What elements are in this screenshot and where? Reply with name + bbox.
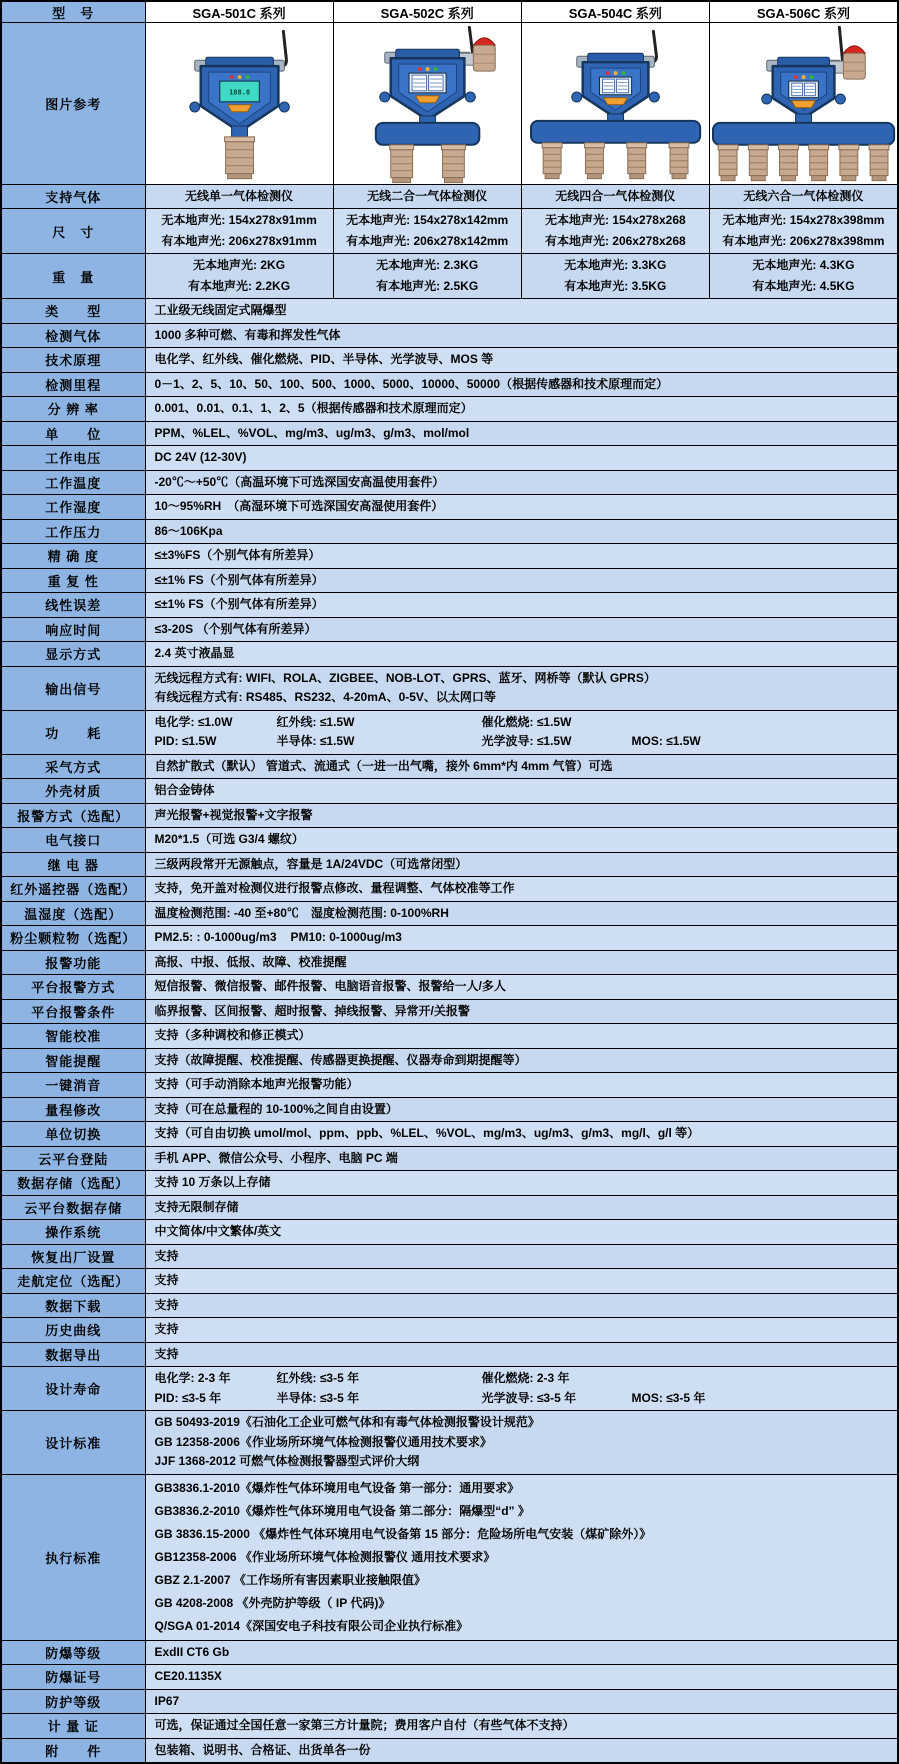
value-line: 临界报警、区间报警、超时报警、掉线报警、异常开/关报警 bbox=[154, 1003, 470, 1018]
row-value bbox=[146, 667, 898, 710]
row-value bbox=[146, 1665, 898, 1689]
model-value-cell bbox=[522, 185, 710, 208]
row-label: 报警功能 bbox=[2, 951, 146, 975]
value-line: 无线四合一气体检测仪 bbox=[555, 189, 676, 203]
value-line: Q/SGA 01-2014《深国安电子科技有限公司企业执行标准》 bbox=[154, 1618, 469, 1633]
value-line: 有本地声光: 206x278x142mm bbox=[346, 234, 509, 248]
row-label: 显示方式 bbox=[2, 642, 146, 666]
row-value bbox=[146, 1367, 898, 1410]
table-row bbox=[2, 324, 897, 349]
row-value bbox=[146, 1171, 898, 1195]
value-line: 无本地声光: 4.3KG bbox=[752, 258, 855, 272]
value-line: 有本地声光: 4.5KG bbox=[752, 279, 855, 293]
row-label: 温湿度（选配） bbox=[2, 902, 146, 926]
row-value bbox=[146, 397, 898, 421]
row-value bbox=[146, 1245, 898, 1269]
row-label: 粉尘颗粒物（选配） bbox=[2, 926, 146, 950]
row-label: 恢复出厂设置 bbox=[2, 1245, 146, 1269]
device-image-cell bbox=[522, 23, 710, 184]
value-segment: 电化学: ≤1.0W bbox=[154, 714, 233, 729]
table-row bbox=[2, 1147, 897, 1172]
value-line: DC 24V (12-30V) bbox=[154, 450, 247, 464]
value-line: 支持 10 万条以上存储 bbox=[154, 1175, 271, 1189]
value-line: 无线二合一气体检测仪 bbox=[367, 189, 488, 203]
row-label: 功 耗 bbox=[2, 711, 146, 754]
table-row bbox=[2, 926, 897, 951]
row-label: 防爆等级 bbox=[2, 1641, 146, 1665]
row-value bbox=[146, 642, 898, 666]
table-row bbox=[2, 1343, 897, 1368]
device-image-cells bbox=[146, 23, 898, 184]
value-line: ≤3-20S （个别气体有所差异） bbox=[154, 621, 317, 636]
row-value bbox=[146, 853, 898, 877]
row-value bbox=[146, 446, 898, 470]
table-row bbox=[2, 877, 897, 902]
row-value bbox=[146, 1024, 898, 1048]
value-line: 短信报警、微信报警、邮件报警、电脑语音报警、报警给一人/多人 bbox=[154, 979, 506, 993]
value-line: 声光报警+视觉报警+文字报警 bbox=[154, 807, 313, 822]
table-row bbox=[2, 185, 897, 209]
row-value bbox=[146, 544, 898, 568]
model-header-cells bbox=[146, 2, 898, 22]
value-segment: PID: ≤1.5W bbox=[154, 734, 217, 748]
table-row bbox=[2, 804, 897, 829]
table-row bbox=[2, 1171, 897, 1196]
row-value bbox=[146, 1475, 898, 1640]
value-line: 支持（多种调校和修正模式） bbox=[154, 1028, 311, 1042]
row-label: 云平台数据存储 bbox=[2, 1196, 146, 1220]
table-row bbox=[2, 975, 897, 1000]
table-row bbox=[2, 951, 897, 976]
value-segment: MOS: ≤3-5 年 bbox=[631, 1390, 706, 1405]
row-value bbox=[146, 755, 898, 779]
value-line: 无线六合一气体检测仪 bbox=[743, 189, 864, 203]
model-value-cell bbox=[334, 254, 522, 298]
value-line: 支持 bbox=[154, 1248, 179, 1263]
table-row bbox=[2, 1475, 897, 1641]
table-row bbox=[2, 1024, 897, 1049]
value-line: 自然扩散式（默认） 管道式、流通式（一进一出气嘴，接外 6mm*内 4mm 气管）可选 bbox=[154, 758, 613, 773]
value-line: 有本地声光: 2.5KG bbox=[376, 279, 479, 293]
model-name-3: SGA-504C 系列 bbox=[522, 2, 710, 22]
model-value-cell bbox=[334, 185, 522, 208]
row-value bbox=[146, 1049, 898, 1073]
model-value-cell bbox=[146, 209, 334, 253]
row-label: 平台报警条件 bbox=[2, 1000, 146, 1024]
model-value-cell bbox=[146, 254, 334, 298]
value-line: 无本地声光: 154x278x398mm bbox=[722, 213, 885, 227]
row-label: 重 复 性 bbox=[2, 569, 146, 593]
table-row bbox=[2, 1318, 897, 1343]
value-line: JJF 1368-2012 可燃气体检测报警器型式评价大纲 bbox=[154, 1454, 420, 1468]
row-label: 数据下载 bbox=[2, 1294, 146, 1318]
row-value bbox=[146, 373, 898, 397]
row-label: 报警方式（选配） bbox=[2, 804, 146, 828]
table-row bbox=[2, 422, 897, 447]
device-image-cell bbox=[146, 23, 334, 184]
row-label: 一键消音 bbox=[2, 1073, 146, 1097]
row-value bbox=[146, 618, 898, 642]
value-line: 86～106Kpa bbox=[154, 523, 223, 538]
row-label: 电气接口 bbox=[2, 828, 146, 852]
table-row bbox=[2, 209, 897, 254]
value-segment: 光学波导: ≤1.5W bbox=[481, 734, 572, 748]
row-value bbox=[146, 1411, 898, 1474]
row-label: 单 位 bbox=[2, 422, 146, 446]
value-line: 0.001、0.01、0.1、1、2、5（根据传感器和技术原理而定） bbox=[154, 401, 473, 415]
row-label: 图片参考 bbox=[2, 23, 146, 184]
value-line: CE20.1135X bbox=[154, 1669, 222, 1683]
table-row bbox=[2, 1073, 897, 1098]
image-reference-row bbox=[2, 23, 897, 185]
row-label: 响应时间 bbox=[2, 618, 146, 642]
row-label: 工作湿度 bbox=[2, 495, 146, 519]
value-segment: 半导体: ≤3-5 年 bbox=[276, 1390, 360, 1405]
row-label: 云平台登陆 bbox=[2, 1147, 146, 1171]
row-label: 走航定位（选配） bbox=[2, 1269, 146, 1293]
value-segment: MOS: ≤1.5W bbox=[631, 734, 701, 748]
table-row bbox=[2, 1049, 897, 1074]
value-line: 有本地声光: 206x278x91mm bbox=[161, 234, 317, 248]
table-row bbox=[2, 495, 897, 520]
row-value bbox=[146, 471, 898, 495]
value-line: 支持 bbox=[154, 1346, 179, 1361]
value-line: 支持，免开盖对检测仪进行报警点修改、量程调整、气体校准等工作 bbox=[154, 881, 515, 895]
device-image-cell bbox=[334, 23, 522, 184]
value-line: 支持（可自由切换 umol/mol、ppm、ppb、%LEL、%VOL、mg/m3、ug/m3、g/m3、mg/l、g/l 等） bbox=[154, 1126, 700, 1140]
row-label: 执行标准 bbox=[2, 1475, 146, 1640]
row-value bbox=[146, 711, 898, 754]
wireless-2in1-gas-detector-icon bbox=[334, 23, 521, 184]
row-cells bbox=[146, 185, 898, 208]
row-value bbox=[146, 1000, 898, 1024]
model-header-label: 型 号 bbox=[2, 2, 146, 22]
row-value bbox=[146, 1073, 898, 1097]
model-name-1: SGA-501C 系列 bbox=[146, 2, 334, 22]
value-line: 有本地声光: 206x278x398mm bbox=[722, 234, 885, 248]
row-value bbox=[146, 975, 898, 999]
value-line: PPM、%LEL、%VOL、mg/m3、ug/m3、g/m3、mol/mol bbox=[154, 425, 470, 440]
value-line bbox=[155, 713, 892, 733]
row-value bbox=[146, 1641, 898, 1665]
row-label: 单位切换 bbox=[2, 1122, 146, 1146]
model-header-row bbox=[2, 2, 897, 23]
row-value bbox=[146, 520, 898, 544]
value-line: 有本地声光: 206x278x268 bbox=[544, 234, 686, 248]
row-value bbox=[146, 1220, 898, 1244]
value-line: 无本地声光: 154x278x268 bbox=[544, 213, 686, 227]
wireless-4in1-gas-detector-icon bbox=[522, 23, 709, 184]
table-row bbox=[2, 1367, 897, 1411]
value-line: 有本地声光: 2.2KG bbox=[188, 279, 291, 293]
table-row bbox=[2, 779, 897, 804]
value-line bbox=[155, 1389, 892, 1409]
svg-text:188.8: 188.8 bbox=[228, 88, 250, 97]
value-segment: 红外线: ≤1.5W bbox=[276, 714, 355, 729]
wireless-6in1-gas-detector-icon bbox=[710, 23, 897, 184]
row-label: 智能校准 bbox=[2, 1024, 146, 1048]
value-line: 高报、中报、低报、故障、校准提醒 bbox=[154, 954, 347, 969]
row-value bbox=[146, 804, 898, 828]
value-line: GB 4208-2008 《外壳防护等级（ IP 代码)》 bbox=[154, 1595, 391, 1610]
row-label: 工作温度 bbox=[2, 471, 146, 495]
row-label: 计 量 证 bbox=[2, 1714, 146, 1738]
row-value bbox=[146, 348, 898, 372]
row-value bbox=[146, 569, 898, 593]
row-label: 设计寿命 bbox=[2, 1367, 146, 1410]
row-value bbox=[146, 1196, 898, 1220]
value-line: 有线远程方式有: RS485、RS232、4-20mA、0-5V、以太网口等 bbox=[154, 690, 496, 704]
model-name-2: SGA-502C 系列 bbox=[334, 2, 522, 22]
model-value-cell bbox=[334, 209, 522, 253]
row-value bbox=[146, 1690, 898, 1714]
table-row bbox=[2, 471, 897, 496]
value-segment: PID: ≤3-5 年 bbox=[154, 1390, 222, 1405]
row-label: 检测气体 bbox=[2, 324, 146, 348]
value-line: 支持 bbox=[154, 1297, 179, 1312]
value-segment: 催化燃烧: ≤1.5W bbox=[481, 714, 572, 729]
table-row bbox=[2, 373, 897, 398]
model-value-cell bbox=[522, 254, 710, 298]
row-label: 平台报警方式 bbox=[2, 975, 146, 999]
value-line: -20℃～+50℃（高温环境下可选深国安高温使用套件） bbox=[154, 474, 445, 489]
row-label: 重 量 bbox=[2, 254, 146, 298]
value-line: 无线单一气体检测仪 bbox=[185, 189, 294, 203]
table-row bbox=[2, 618, 897, 643]
table-row bbox=[2, 1245, 897, 1270]
row-label: 尺 寸 bbox=[2, 209, 146, 253]
row-label: 输出信号 bbox=[2, 667, 146, 710]
value-line: 无本地声光: 2KG bbox=[193, 258, 286, 272]
table-row bbox=[2, 1000, 897, 1025]
value-line: GBZ 2.1-2007 《工作场所有害因素职业接触限值》 bbox=[154, 1572, 426, 1587]
table-row bbox=[2, 755, 897, 780]
value-line bbox=[155, 1369, 892, 1389]
row-value bbox=[146, 951, 898, 975]
row-value bbox=[146, 299, 898, 323]
value-line: 支持 bbox=[154, 1273, 179, 1287]
value-line: 电化学、红外线、催化燃烧、PID、半导体、光学波导、MOS 等 bbox=[154, 352, 494, 366]
row-value bbox=[146, 1714, 898, 1738]
row-value bbox=[146, 902, 898, 926]
table-row bbox=[2, 828, 897, 853]
table-row bbox=[2, 1665, 897, 1690]
row-label: 采气方式 bbox=[2, 755, 146, 779]
row-value bbox=[146, 1739, 898, 1763]
value-line: IP67 bbox=[154, 1693, 180, 1708]
value-segment: 半导体: ≤1.5W bbox=[276, 734, 355, 748]
table-row bbox=[2, 1739, 897, 1763]
value-segment: 催化燃烧: 2-3 年 bbox=[481, 1371, 570, 1385]
model-value-cell bbox=[710, 185, 897, 208]
value-line: 无本地声光: 3.3KG bbox=[564, 258, 667, 272]
row-value bbox=[146, 593, 898, 617]
row-label: 检测里程 bbox=[2, 373, 146, 397]
table-row bbox=[2, 1098, 897, 1123]
row-label: 数据导出 bbox=[2, 1343, 146, 1367]
row-label: 防爆证号 bbox=[2, 1665, 146, 1689]
table-row bbox=[2, 1122, 897, 1147]
row-label: 操作系统 bbox=[2, 1220, 146, 1244]
row-label: 支持气体 bbox=[2, 185, 146, 208]
value-line: 工业级无线固定式隔爆型 bbox=[154, 303, 287, 317]
model-value-cell bbox=[710, 209, 897, 253]
value-line: 支持无限制存储 bbox=[154, 1199, 239, 1214]
row-label: 工作压力 bbox=[2, 520, 146, 544]
row-label: 精 确 度 bbox=[2, 544, 146, 568]
value-segment: 红外线: ≤3-5 年 bbox=[276, 1371, 360, 1385]
table-row bbox=[2, 544, 897, 569]
table-row bbox=[2, 853, 897, 878]
value-line: GB 50493-2019《石油化工企业可燃气体和有毒气体检测报警设计规范》 bbox=[154, 1415, 540, 1429]
table-row bbox=[2, 1641, 897, 1666]
value-line: 无本地声光: 154x278x91mm bbox=[161, 213, 317, 227]
value-line: 无线远程方式有: WIFI、ROLA、ZIGBEE、NOB-LOT、GPRS、蓝牙、网桥等（默认 GPRS） bbox=[154, 670, 656, 685]
table-row bbox=[2, 520, 897, 545]
value-line: ≤±1% FS（个别气体有所差异） bbox=[154, 597, 324, 611]
value-line: 中文简体/中文繁体/英文 bbox=[154, 1224, 282, 1238]
value-line: 支持（可在总量程的 10-100%之间自由设置） bbox=[154, 1101, 398, 1116]
table-row bbox=[2, 1714, 897, 1739]
value-segment: PM10: 0-1000ug/m3 bbox=[290, 930, 402, 944]
row-value bbox=[146, 1343, 898, 1367]
value-line: 温度检测范围: -40 至+80℃ 湿度检测范围: 0-100%RH bbox=[154, 905, 449, 920]
value-line: 1000 多种可燃、有毒和挥发性气体 bbox=[154, 327, 341, 342]
value-line: 支持（可手动消除本地声光报警功能） bbox=[154, 1077, 359, 1091]
row-value bbox=[146, 877, 898, 901]
row-label: 防护等级 bbox=[2, 1690, 146, 1714]
model-value-cell bbox=[146, 185, 334, 208]
value-line: 10～95%RH （高湿环境下可选深国安高湿使用套件） bbox=[154, 499, 444, 513]
table-row bbox=[2, 569, 897, 594]
row-cells bbox=[146, 254, 898, 298]
value-line: 可选，保证通过全国任意一家第三方计量院；费用客户自付（有些气体不支持） bbox=[154, 1718, 575, 1732]
row-label: 智能提醒 bbox=[2, 1049, 146, 1073]
wireless-single-gas-detector-icon bbox=[146, 23, 333, 184]
table-row bbox=[2, 348, 897, 373]
table-row bbox=[2, 711, 897, 755]
row-label: 线性误差 bbox=[2, 593, 146, 617]
value-segment: PM2.5: : 0-1000ug/m3 bbox=[154, 930, 277, 944]
row-value bbox=[146, 422, 898, 446]
row-value bbox=[146, 1269, 898, 1293]
row-label: 工作电压 bbox=[2, 446, 146, 470]
row-cells bbox=[146, 209, 898, 253]
row-value bbox=[146, 828, 898, 852]
value-line bbox=[155, 732, 892, 752]
value-line bbox=[155, 928, 892, 948]
table-row bbox=[2, 1294, 897, 1319]
value-line: ≤±1% FS（个别气体有所差异） bbox=[154, 572, 324, 587]
value-segment: 光学波导: ≤3-5 年 bbox=[481, 1390, 577, 1405]
row-value bbox=[146, 1294, 898, 1318]
row-label: 量程修改 bbox=[2, 1098, 146, 1122]
row-label: 红外遥控器（选配） bbox=[2, 877, 146, 901]
table-row bbox=[2, 593, 897, 618]
device-image-cell bbox=[710, 23, 897, 184]
row-value bbox=[146, 1318, 898, 1342]
value-line: 0－1、2、5、10、50、100、500、1000、5000、10000、50000（根据传感器和技术原理而定） bbox=[154, 376, 669, 391]
row-label: 技术原理 bbox=[2, 348, 146, 372]
value-line: ≤±3%FS（个别气体有所差异） bbox=[154, 548, 321, 562]
table-row bbox=[2, 667, 897, 711]
table-row bbox=[2, 1411, 897, 1475]
value-line: 无本地声光: 2.3KG bbox=[376, 258, 479, 272]
row-value bbox=[146, 1122, 898, 1146]
row-value bbox=[146, 495, 898, 519]
row-label: 类 型 bbox=[2, 299, 146, 323]
table-row bbox=[2, 1690, 897, 1715]
row-value bbox=[146, 926, 898, 950]
model-value-cell bbox=[710, 254, 897, 298]
row-value bbox=[146, 1147, 898, 1171]
row-label: 外壳材质 bbox=[2, 779, 146, 803]
table-row bbox=[2, 1269, 897, 1294]
value-line: 支持 bbox=[154, 1322, 179, 1336]
row-label: 历史曲线 bbox=[2, 1318, 146, 1342]
row-label: 数据存储（选配） bbox=[2, 1171, 146, 1195]
model-name-4: SGA-506C 系列 bbox=[710, 2, 897, 22]
row-label: 设计标准 bbox=[2, 1411, 146, 1474]
value-line: 三级两段常开无源触点，容量是 1A/24VDC（可选常闭型） bbox=[154, 856, 468, 871]
table-row bbox=[2, 254, 897, 299]
value-line: 2.4 英寸液晶显 bbox=[154, 646, 235, 660]
value-line: GB3836.2-2010《爆炸性气体环境用电气设备 第二部分：隔爆型“d” 》 bbox=[154, 1503, 530, 1518]
value-line: 支持（故障提醒、校准提醒、传感器更换提醒、仪器寿命到期提醒等） bbox=[154, 1052, 527, 1067]
row-value bbox=[146, 779, 898, 803]
table-row bbox=[2, 1220, 897, 1245]
value-line: 手机 APP、微信公众号、小程序、电脑 PC 端 bbox=[154, 1150, 398, 1165]
table-row bbox=[2, 299, 897, 324]
value-line: GB 3836.15-2000 《爆炸性气体环境用电气设备第 15 部分：危险场所电气安装（煤矿除外）》 bbox=[154, 1526, 652, 1541]
table-row bbox=[2, 397, 897, 422]
value-line: M20*1.5（可选 G3/4 螺纹） bbox=[154, 832, 304, 846]
row-label: 继 电 器 bbox=[2, 853, 146, 877]
value-line: GB3836.1-2010《爆炸性气体环境用电气设备 第一部分：通用要求》 bbox=[154, 1480, 520, 1495]
table-row bbox=[2, 902, 897, 927]
value-segment: 电化学: 2-3 年 bbox=[154, 1371, 231, 1385]
row-label: 附 件 bbox=[2, 1739, 146, 1763]
value-line: ExdII CT6 Gb bbox=[154, 1644, 230, 1659]
value-line: 无本地声光: 154x278x142mm bbox=[346, 213, 509, 227]
table-row bbox=[2, 642, 897, 667]
table-row bbox=[2, 1196, 897, 1221]
value-line: 包装箱、说明书、合格证、出货单各一份 bbox=[154, 1742, 371, 1757]
value-line: GB12358-2006 《作业场所环境气体检测报警仪 通用技术要求》 bbox=[154, 1549, 496, 1564]
row-value bbox=[146, 324, 898, 348]
model-value-cell bbox=[522, 209, 710, 253]
row-label: 分 辨 率 bbox=[2, 397, 146, 421]
value-line: 有本地声光: 3.5KG bbox=[564, 279, 667, 293]
table-row bbox=[2, 446, 897, 471]
row-value bbox=[146, 1098, 898, 1122]
value-line: 铝合金铸体 bbox=[154, 783, 215, 797]
value-line: GB 12358-2006《作业场所环境气体检测报警仪通用技术要求》 bbox=[154, 1434, 492, 1449]
